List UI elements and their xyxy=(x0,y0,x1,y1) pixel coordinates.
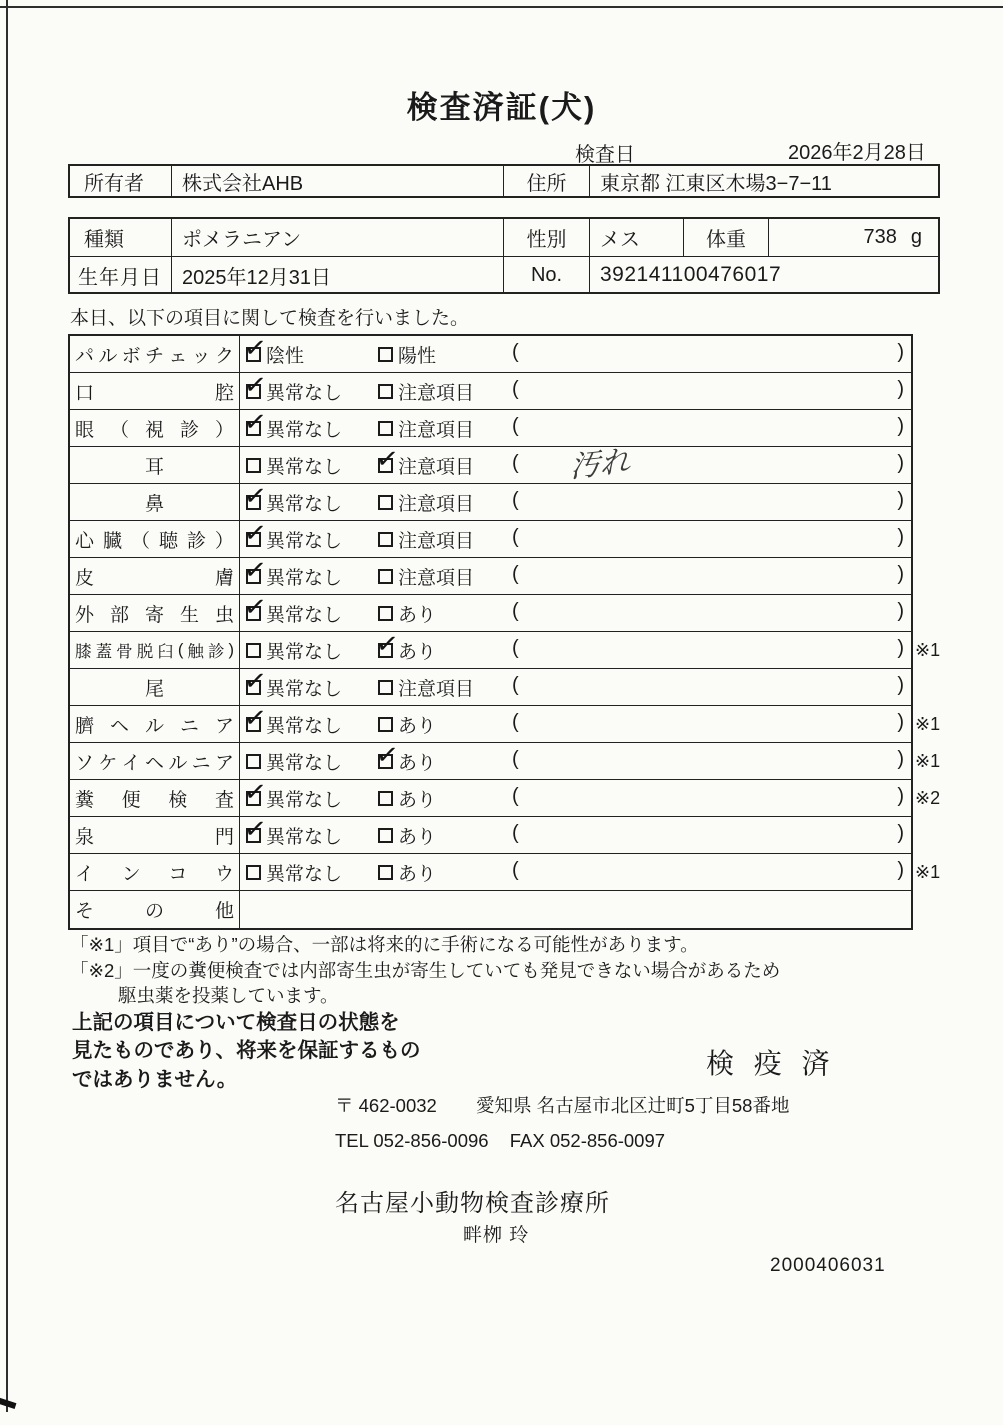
option-label: 注意項目 xyxy=(398,567,475,589)
exam-date-value: 2026年2月28日 xyxy=(788,142,926,164)
inspection-item-label: 外 部 寄 生 虫 xyxy=(70,595,240,631)
inspection-item-label: そ の 他 xyxy=(70,891,240,928)
paren-close: ) xyxy=(897,489,904,511)
checkbox-checked-icon xyxy=(246,421,261,436)
option-label: 異常なし xyxy=(266,419,343,441)
page-title: 検査済証(犬) xyxy=(406,90,597,125)
option-label: 注意項目 xyxy=(398,493,475,515)
checkbox-checked-icon xyxy=(246,347,261,362)
option-opt1 xyxy=(246,669,342,705)
inspection-row-content xyxy=(240,780,911,816)
checkbox-unchecked-icon xyxy=(378,421,393,436)
inspection-row-content xyxy=(240,632,911,668)
inspection-item-label: 臍 ヘ ル ニ ア xyxy=(70,706,240,742)
pet-table-row-1 xyxy=(70,219,938,257)
inspection-item-label: 膝 蓋 骨 脱 臼 ( 触 診 ) xyxy=(70,632,240,668)
option-label: あり xyxy=(398,752,437,774)
checkbox-unchecked-icon xyxy=(246,458,261,473)
breed-value: ポメラニアン xyxy=(172,219,504,256)
certificate-no-value: 392141100476017 xyxy=(600,263,782,286)
clinic-address: 愛知県 名古屋市北区辻町5丁目58番地 xyxy=(475,1095,790,1116)
checkbox-checked-icon xyxy=(246,828,261,843)
checkbox-unchecked-icon xyxy=(246,643,261,658)
postal-code: 〒 462-0032 xyxy=(335,1095,437,1116)
clinic-tel: TEL 052-856-0096 xyxy=(335,1130,489,1151)
paren-open: ( xyxy=(512,785,519,807)
inspection-row-content xyxy=(240,558,911,594)
disclaimer-line-1: 上記の項目について検査日の状態を xyxy=(72,1011,400,1034)
option-opt2 xyxy=(378,669,474,705)
inspection-row xyxy=(70,891,911,928)
pet-table-row-2 xyxy=(70,257,938,293)
option-opt1 xyxy=(246,558,342,594)
option-opt2 xyxy=(378,558,474,594)
inspection-item-label: 尾 xyxy=(70,669,240,705)
option-opt2 xyxy=(378,336,436,372)
footnote-mark: ※2 xyxy=(915,788,941,808)
checkbox-unchecked-icon xyxy=(378,495,393,510)
inspection-item-label: パ ル ボ チ ェ ッ ク xyxy=(70,336,240,372)
checkbox-unchecked-icon xyxy=(378,791,393,806)
checkbox-unchecked-icon xyxy=(378,347,393,362)
option-label: 異常なし xyxy=(266,678,343,700)
paren-open: ( xyxy=(512,711,519,733)
footnote-mark: ※1 xyxy=(915,640,941,660)
serial-number: 2000406031 xyxy=(770,1255,886,1276)
option-label: 異常なし xyxy=(266,382,343,404)
inspection-row-content xyxy=(240,336,911,372)
paren-close: ) xyxy=(897,378,904,400)
inspection-row-content xyxy=(240,891,911,928)
paren-open: ( xyxy=(512,859,519,881)
checkbox-checked-icon xyxy=(246,717,261,732)
owner-label: 所有者 xyxy=(70,166,172,196)
clinic-telfax-line xyxy=(335,1130,665,1152)
inspection-row xyxy=(70,444,911,485)
option-label: 異常なし xyxy=(266,530,343,552)
clinic-address-line xyxy=(335,1092,789,1118)
checkbox-checked-icon xyxy=(246,569,261,584)
option-label: 注意項目 xyxy=(398,530,475,552)
weight-unit: g xyxy=(910,226,922,248)
paren-close: ) xyxy=(897,452,904,474)
option-opt2 xyxy=(378,447,474,483)
inspection-row xyxy=(70,373,911,410)
inspection-row-content xyxy=(240,743,911,779)
inspection-row-content xyxy=(240,595,911,631)
option-label: あり xyxy=(398,715,437,737)
option-opt2 xyxy=(378,817,436,853)
inspection-row-content xyxy=(240,484,911,520)
inspection-table xyxy=(68,334,941,930)
owner-value: 株式会社AHB xyxy=(172,166,504,196)
option-label: あり xyxy=(398,641,437,663)
inspection-item-label: 糞 便 検 査 xyxy=(70,780,240,816)
inspection-row xyxy=(70,780,941,817)
birthdate-label: 生年月日 xyxy=(70,257,172,293)
option-label: 注意項目 xyxy=(398,456,475,478)
footnote-2: 「※2」一度の糞便検査では内部寄生虫が寄生していても発見できない場合があるため xyxy=(70,960,781,981)
disclaimer-line-3: ではありません。 xyxy=(72,1067,238,1091)
inspection-item-label: 口 腔 xyxy=(70,373,240,409)
inspection-row xyxy=(70,854,941,891)
option-opt1 xyxy=(246,780,342,816)
option-label: あり xyxy=(398,826,437,848)
checkbox-checked-icon xyxy=(378,458,393,473)
footnote-mark: ※1 xyxy=(915,714,941,734)
paren-close: ) xyxy=(897,822,904,844)
checkbox-unchecked-icon xyxy=(246,754,261,769)
inspection-item-label: イ ン コ ウ xyxy=(70,854,240,890)
option-opt2 xyxy=(378,632,436,668)
footnote-1: 「※1」項目で“あり”の場合、一部は将来的に手術になる可能性があります。 xyxy=(70,934,699,955)
handwritten-note: 汚れ xyxy=(570,444,630,485)
paren-open: ( xyxy=(512,600,519,622)
inspection-row xyxy=(70,410,911,447)
option-label: 異常なし xyxy=(266,715,343,737)
option-label: 異常なし xyxy=(266,789,343,811)
sex-value: メス xyxy=(590,219,684,256)
option-label: 注意項目 xyxy=(398,382,475,404)
option-label: あり xyxy=(398,604,437,626)
option-opt1 xyxy=(246,336,304,372)
option-label: 注意項目 xyxy=(398,419,475,441)
exam-date-label: 検査日 xyxy=(575,144,635,166)
paren-open: ( xyxy=(512,563,519,585)
option-opt1 xyxy=(246,521,342,557)
address-value: 東京都 江東区木場3−7−11 xyxy=(600,172,832,195)
option-opt2 xyxy=(378,484,474,520)
option-label: 異常なし xyxy=(266,752,343,774)
weight-cell xyxy=(769,219,938,256)
inspection-row xyxy=(70,521,911,558)
option-opt2 xyxy=(378,780,436,816)
clinic-fax: FAX 052-856-0097 xyxy=(509,1130,666,1151)
option-opt2 xyxy=(378,373,474,409)
paren-open: ( xyxy=(512,822,519,844)
intro-text: 本日、以下の項目に関して検査を行いました。 xyxy=(70,308,470,329)
checkbox-checked-icon xyxy=(246,532,261,547)
paren-close: ) xyxy=(897,859,904,881)
checkbox-unchecked-icon xyxy=(378,717,393,732)
disclaimer-line-2: 見たものであり、将来を保証するもの xyxy=(72,1039,421,1063)
inspection-item-label: 鼻 xyxy=(70,484,240,520)
option-label: 異常なし xyxy=(266,863,343,885)
option-label: 異常なし xyxy=(266,641,343,663)
inspection-item-label: 泉 門 xyxy=(70,817,240,853)
option-label: 異常なし xyxy=(266,456,343,478)
inspection-row xyxy=(70,336,911,373)
option-label: あり xyxy=(398,863,437,885)
option-opt2 xyxy=(378,854,436,890)
inspection-item-label: 耳 xyxy=(70,447,240,483)
paren-close: ) xyxy=(897,563,904,585)
certificate-no-label: No. xyxy=(504,257,590,293)
inspection-row xyxy=(70,706,941,743)
paren-close: ) xyxy=(897,415,904,437)
checkbox-unchecked-icon xyxy=(378,680,393,695)
inspection-item-label: 皮 膚 xyxy=(70,558,240,594)
footnote-2-continued: 駆虫薬を投薬しています。 xyxy=(118,985,339,1006)
checkbox-checked-icon xyxy=(246,606,261,621)
inspection-row-content xyxy=(240,373,911,409)
checkbox-checked-icon xyxy=(246,384,261,399)
breed-label: 種類 xyxy=(70,219,172,256)
scan-artifact xyxy=(0,1397,16,1409)
paren-open: ( xyxy=(512,637,519,659)
option-opt2 xyxy=(378,521,474,557)
paren-close: ) xyxy=(897,785,904,807)
inspection-row xyxy=(70,669,911,706)
birthdate-value: 2025年12月31日 xyxy=(172,257,504,293)
checkbox-unchecked-icon xyxy=(378,569,393,584)
option-opt2 xyxy=(378,595,436,631)
quarantine-stamp: 検 疫 済 xyxy=(706,1048,836,1079)
weight-value: 738 xyxy=(863,226,897,248)
clinic-name: 名古屋小動物検査診療所 xyxy=(335,1190,610,1217)
paren-open: ( xyxy=(512,341,519,363)
option-opt1 xyxy=(246,706,342,742)
checkbox-unchecked-icon xyxy=(378,828,393,843)
inspection-row xyxy=(70,817,911,854)
pet-table xyxy=(68,217,940,294)
paren-close: ) xyxy=(897,526,904,548)
option-opt1 xyxy=(246,743,342,779)
option-opt1 xyxy=(246,632,342,668)
option-opt1 xyxy=(246,447,342,483)
checkbox-unchecked-icon xyxy=(378,606,393,621)
checkbox-unchecked-icon xyxy=(378,384,393,399)
checkbox-unchecked-icon xyxy=(378,865,393,880)
option-label: あり xyxy=(398,789,437,811)
inspection-row xyxy=(70,743,941,780)
paren-close: ) xyxy=(897,748,904,770)
inspection-row-content xyxy=(240,817,911,853)
option-label: 異常なし xyxy=(266,567,343,589)
option-label: 異常なし xyxy=(266,826,343,848)
scan-edge-left xyxy=(6,0,8,1412)
option-opt1 xyxy=(246,410,342,446)
owner-table xyxy=(68,164,940,198)
sex-label: 性別 xyxy=(504,219,590,256)
paren-open: ( xyxy=(512,526,519,548)
veterinarian-name: 畔栁 玲 xyxy=(463,1225,530,1246)
paren-open: ( xyxy=(512,489,519,511)
paren-close: ) xyxy=(897,600,904,622)
inspection-item-label: ソ ケ イ ヘ ル ニ ア xyxy=(70,743,240,779)
option-opt2 xyxy=(378,743,436,779)
inspection-row-content xyxy=(240,854,911,890)
option-opt2 xyxy=(378,706,436,742)
checkbox-checked-icon xyxy=(378,643,393,658)
checkbox-checked-icon xyxy=(378,754,393,769)
paren-close: ) xyxy=(897,637,904,659)
inspection-row xyxy=(70,484,911,521)
checkbox-checked-icon xyxy=(246,791,261,806)
inspection-item-label: 心 臓 （ 聴 診 ） xyxy=(70,521,240,557)
address-label: 住所 xyxy=(504,166,590,196)
paren-close: ) xyxy=(897,341,904,363)
option-opt1 xyxy=(246,817,342,853)
option-opt2 xyxy=(378,410,474,446)
checkbox-checked-icon xyxy=(246,495,261,510)
paren-open: ( xyxy=(512,674,519,696)
option-label: 注意項目 xyxy=(398,678,475,700)
paren-open: ( xyxy=(512,748,519,770)
paren-open: ( xyxy=(512,415,519,437)
inspection-item-label: 眼 （ 視 診 ） xyxy=(70,410,240,446)
inspection-row-content xyxy=(240,706,911,742)
inspection-row-content xyxy=(240,444,911,485)
disclaimer xyxy=(72,1009,421,1094)
option-label: 陰性 xyxy=(266,345,305,367)
paren-open: ( xyxy=(512,378,519,400)
option-label: 異常なし xyxy=(266,604,343,626)
footnote-mark: ※1 xyxy=(915,751,941,771)
inspection-row xyxy=(70,595,911,632)
inspection-row xyxy=(70,632,941,669)
paren-close: ) xyxy=(897,711,904,733)
paren-open: ( xyxy=(512,452,519,474)
checkbox-unchecked-icon xyxy=(378,532,393,547)
inspection-row-content xyxy=(240,521,911,557)
paren-close: ) xyxy=(897,674,904,696)
option-opt1 xyxy=(246,595,342,631)
weight-label: 体重 xyxy=(684,219,769,256)
checkbox-unchecked-icon xyxy=(246,865,261,880)
option-opt1 xyxy=(246,484,342,520)
footnote-mark: ※1 xyxy=(915,862,941,882)
option-opt1 xyxy=(246,373,342,409)
scan-edge-top xyxy=(0,6,1003,8)
option-label: 陽性 xyxy=(398,345,437,367)
option-opt1 xyxy=(246,854,342,890)
checkbox-checked-icon xyxy=(246,680,261,695)
inspection-row-content xyxy=(240,669,911,705)
option-label: 異常なし xyxy=(266,493,343,515)
inspection-row xyxy=(70,558,911,595)
